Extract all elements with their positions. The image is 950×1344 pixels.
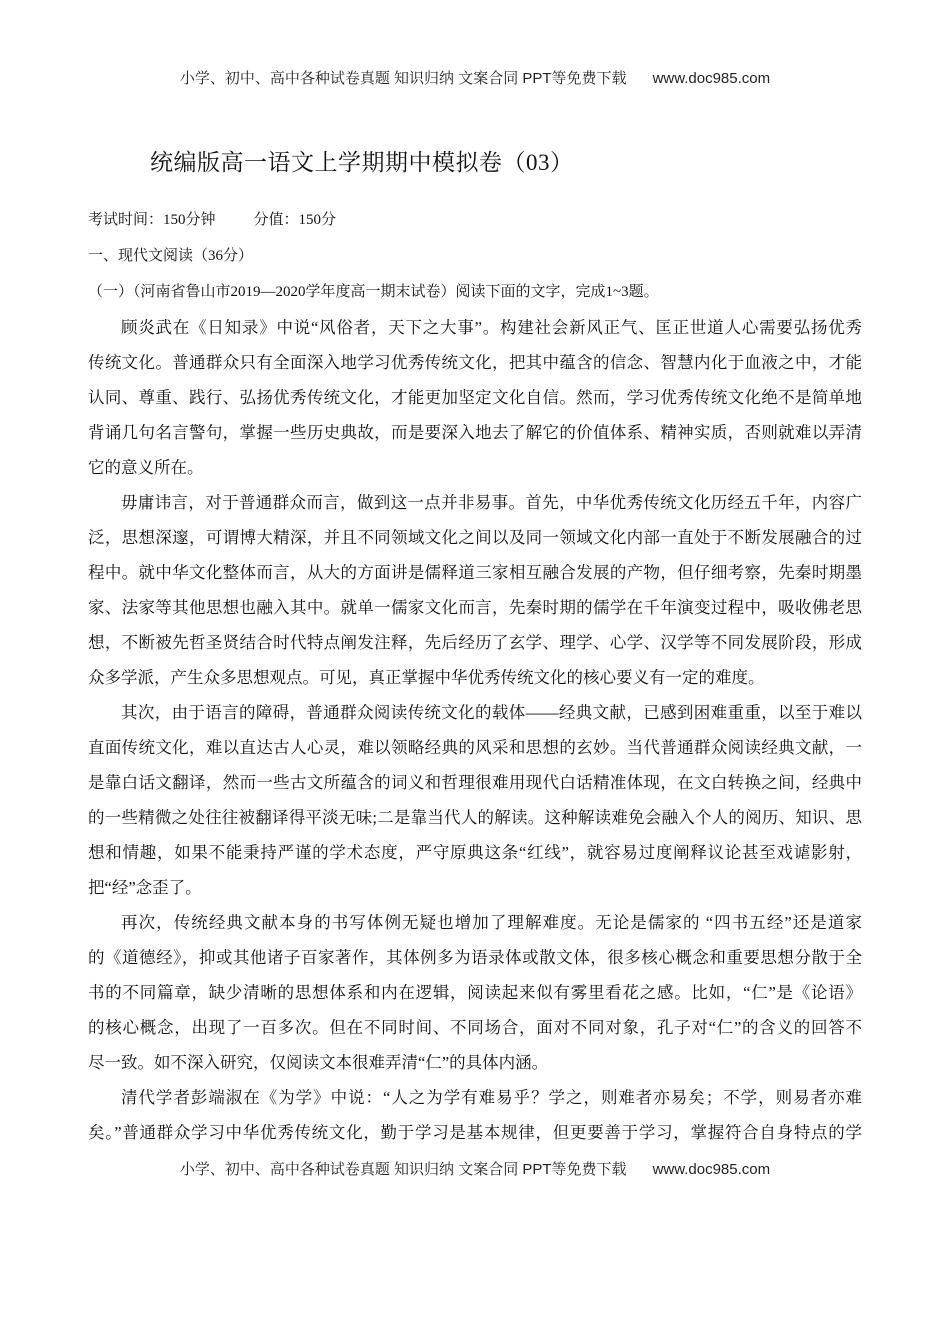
- page-header-banner: [0, 69, 950, 89]
- reading-passage: [88, 315, 862, 1155]
- paragraph-line: 想和情趣，如果不能秉持严谨的学术态度，严守原典这条“红线”，就容易过度阐释议论甚至戏谑影射，: [88, 843, 862, 862]
- paragraph: [88, 315, 862, 490]
- page-footer-banner: [0, 1160, 950, 1180]
- footer-text: 小学、初中、高中各种试卷真题 知识归纳 文案合同 PPT等免费下载: [179, 1161, 627, 1178]
- header-text: 小学、初中、高中各种试卷真题 知识归纳 文案合同 PPT等免费下载: [179, 70, 627, 87]
- document-title: 统编版高一语文上学期期中模拟卷（03）: [150, 150, 574, 175]
- paragraph-line: 直面传统文化，难以直达古人心灵，难以领略经典的风采和思想的玄妙。当代普通群众阅读经典文献，一: [88, 738, 862, 757]
- exam-score: 分值：150分: [253, 212, 337, 228]
- paragraph-line: 的一些精微之处往往被翻译得平淡无味;二是靠当代人的解读。这种解读难免会融入个人的阅历、知识、思: [88, 808, 862, 827]
- paragraph-line: 背诵几句名言警句，掌握一些历史典故，而是要深入地去了解它的价值体系、精神实质，否则就难以弄清: [88, 423, 862, 442]
- paragraph-line: 尽一致。如不深入研究，仅阅读文本很难弄清“仁”的具体内涵。: [88, 1053, 549, 1072]
- subsection-heading: （一）（河南省鲁山市2019—2020学年度高一期末试卷）阅读下面的文字，完成1~3题。: [88, 284, 659, 300]
- paragraph: [88, 1085, 862, 1155]
- exam-meta: [88, 210, 336, 230]
- exam-time: 考试时间：150分钟: [88, 212, 216, 228]
- paragraph-line: 众多学派，产生众多思想观点。可见，真正掌握中华优秀传统文化的核心要义有一定的难度。: [88, 668, 765, 687]
- paragraph-line: 它的意义所在。: [88, 458, 204, 477]
- paragraph-line: 书的不同篇章，缺少清晰的思想体系和内在逻辑，阅读起来似有雾里看花之感。比如，“仁”是《论语》: [88, 983, 862, 1002]
- paragraph: [88, 490, 862, 700]
- paragraph-line: 想，不断被先哲圣贤结合时代特点阐发注释，先后经历了玄学、理学、心学、汉学等不同发展阶段，形成: [88, 633, 862, 652]
- paragraph-line: 矣。”普通群众学习中华优秀传统文化，勤于学习是基本规律，但更要善于学习，掌握符合自身特点的学: [88, 1123, 862, 1142]
- section-heading: 一、现代文阅读（36分）: [88, 248, 254, 264]
- paragraph-line: 其次，由于语言的障碍，普通群众阅读传统文化的载体——经典文献，已感到困难重重，以至于难以: [121, 703, 862, 722]
- paragraph-line: 是靠白话文翻译，然而一些古文所蕴含的词义和哲理很难用现代白话精准体现，在文白转换之间，经典中: [88, 773, 862, 792]
- paragraph-line: 把“经”念歪了。: [88, 878, 202, 897]
- paragraph-line: 再次，传统经典文献本身的书写体例无疑也增加了理解难度。无论是儒家的 “四书五经”还是道家: [121, 913, 862, 932]
- paragraph-line: 清代学者彭端淑在《为学》中说：“人之为学有难易乎？学之，则难者亦易矣；不学，则易者亦难: [121, 1088, 862, 1107]
- header-site: www.doc985.com: [652, 70, 771, 87]
- paragraph-line: 的《道德经》，抑或其他诸子百家著作，其体例多为语录体或散文体，很多核心概念和重要思想分散于全: [88, 948, 862, 967]
- paragraph-line: 泛，思想深邃，可谓博大精深，并且不同领域文化之间以及同一领域文化内部一直处于不断发展融合的过: [88, 528, 862, 547]
- paragraph-line: 毋庸讳言，对于普通群众而言，做到这一点并非易事。首先，中华优秀传统文化历经五千年，内容广: [121, 493, 862, 512]
- paragraph: [88, 700, 862, 910]
- paragraph-line: 程中。就中华文化整体而言，从大的方面讲是儒释道三家相互融合发展的产物，但仔细考察，先秦时期墨: [88, 563, 862, 582]
- paragraph-line: 顾炎武在《日知录》中说“风俗者，天下之大事”。构建社会新风正气、匡正世道人心需要弘扬优秀: [121, 318, 862, 337]
- footer-site: www.doc985.com: [652, 1161, 771, 1178]
- paragraph: [88, 910, 862, 1085]
- paragraph-line: 的核心概念，出现了一百多次。但在不同时间、不同场合，面对不同对象，孔子对“仁”的含义的回答不: [88, 1018, 862, 1037]
- paragraph-line: 家、法家等其他思想也融入其中。就单一儒家文化而言，先秦时期的儒学在千年演变过程中，吸收佛老思: [88, 598, 862, 617]
- paragraph-line: 认同、尊重、践行、弘扬优秀传统文化，才能更加坚定文化自信。然而，学习优秀传统文化绝不是简单地: [88, 388, 862, 407]
- paragraph-line: 传统文化。普通群众只有全面深入地学习优秀传统文化，把其中蕴含的信念、智慧内化于血液之中，才能: [88, 353, 862, 372]
